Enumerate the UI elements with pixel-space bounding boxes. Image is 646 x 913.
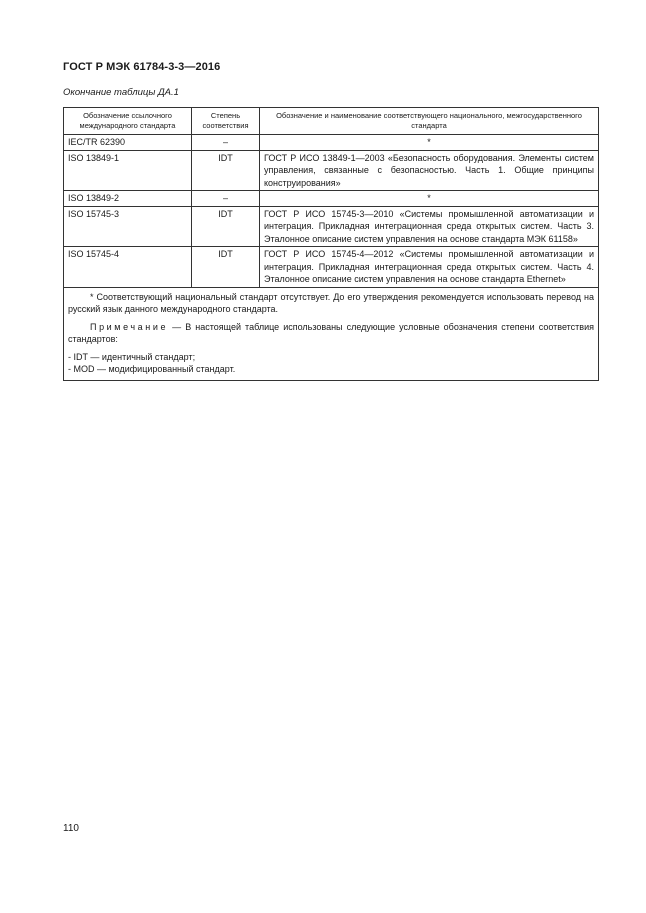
cell-national: *	[260, 191, 599, 207]
cell-international: ISO 13849-1	[64, 150, 192, 191]
cell-international: ISO 15745-4	[64, 247, 192, 288]
table-caption: Окончание таблицы ДА.1	[63, 87, 179, 98]
cell-international: IEC/TR 62390	[64, 135, 192, 151]
table-row	[64, 206, 599, 247]
table-header-row	[64, 108, 599, 135]
cell-degree: IDT	[192, 206, 260, 247]
table-row	[64, 135, 599, 151]
cell-national: ГОСТ Р ИСО 15745-3—2010 «Системы промышленной автоматизации и интеграция. Прикладная интеграционная среда открытых систем. Часть 3. Эталонное описание систем управления на основе стандарта МЭК 61158»	[260, 206, 599, 247]
document-header: ГОСТ Р МЭК 61784-3-3—2016	[63, 61, 221, 73]
cell-national: ГОСТ Р ИСО 13849-1—2003 «Безопасность оборудования. Элементы систем управления, связанные с безопасностью. Часть 1. Общие принципы конструирования»	[260, 150, 599, 191]
cell-international: ISO 15745-3	[64, 206, 192, 247]
cell-degree: –	[192, 191, 260, 207]
cell-degree: –	[192, 135, 260, 151]
table-row	[64, 191, 599, 207]
column-header-national: Обозначение и наименование соответствующего национального, межгосударственного стандарта	[260, 108, 599, 135]
table-footnote: * Соответствующий национальный стандарт отсутствует. До его утверждения рекомендуется использовать перевод на русский язык данного международного стандарта.	[68, 291, 594, 314]
cell-national: *	[260, 135, 599, 151]
table-notes-row	[64, 287, 599, 380]
column-header-international: Обозначение ссылочного международного стандарта	[64, 108, 192, 135]
cell-international: ISO 13849-2	[64, 191, 192, 207]
column-header-degree: Степень соответствия	[192, 108, 260, 135]
page-number: 110	[63, 823, 79, 834]
cell-national: ГОСТ Р ИСО 15745-4—2012 «Системы промышленной автоматизации и интеграция. Прикладная интеграционная среда открытых систем. Часть 4. Эталонное описание систем управления на основе стандарта Ethernet»	[260, 247, 599, 288]
cell-degree: IDT	[192, 150, 260, 191]
note-title: Примечание	[90, 321, 169, 332]
table-note	[68, 321, 594, 346]
legend-item-idt: - IDT — идентичный стандарт;	[68, 351, 196, 362]
table-notes	[64, 287, 599, 380]
note-text: — В настоящей таблице использованы следующие условные обозначения степени соответствия стандартов:	[68, 321, 594, 344]
table-row	[64, 247, 599, 288]
table-row	[64, 150, 599, 191]
cell-degree: IDT	[192, 247, 260, 288]
legend-item-mod: - MOD — модифицированный стандарт.	[68, 364, 236, 374]
standards-table	[63, 107, 599, 381]
